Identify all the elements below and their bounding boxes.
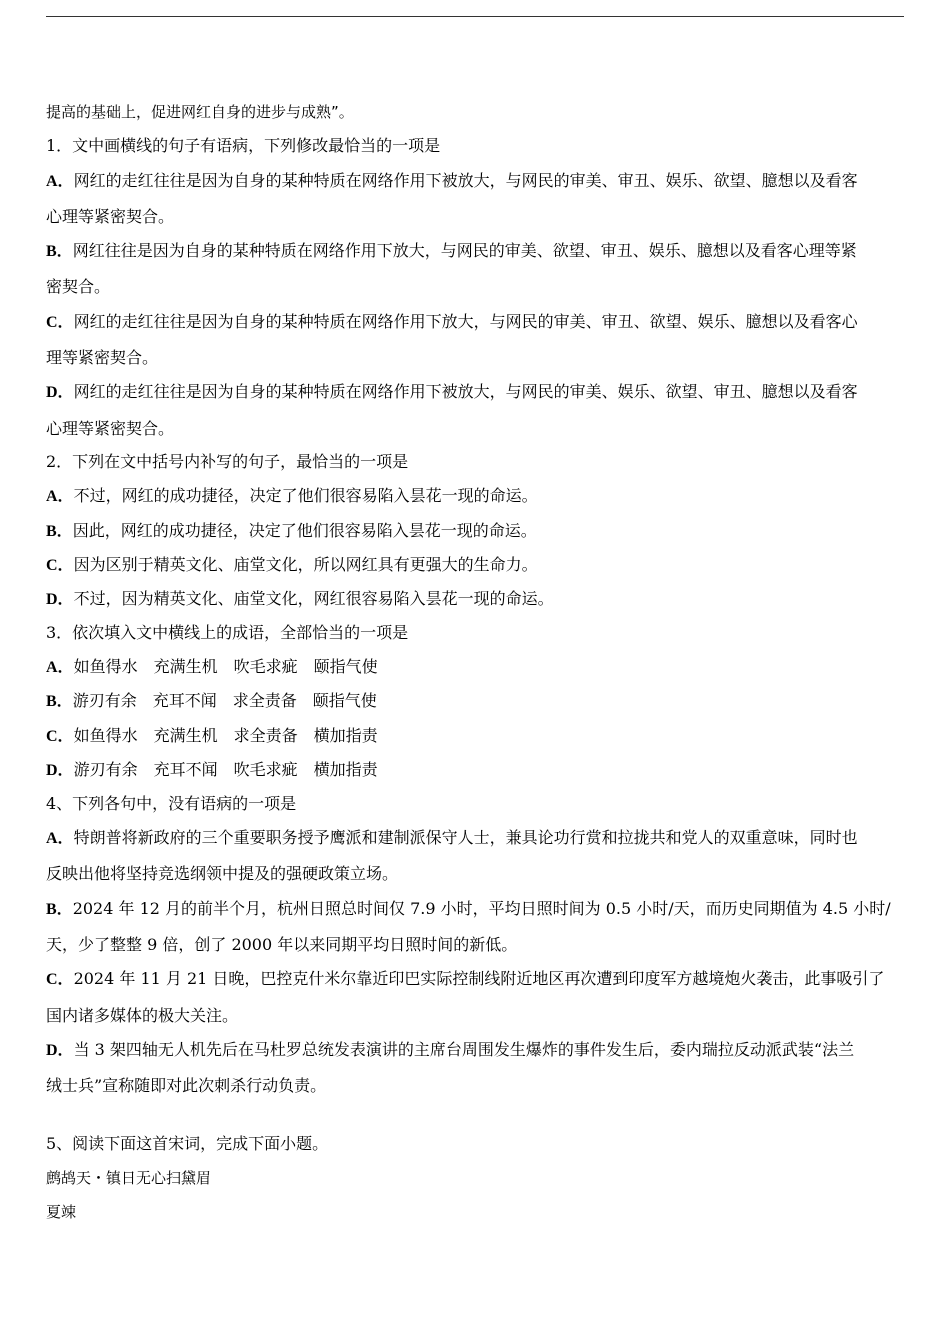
idiom: 求全责备: [233, 726, 298, 745]
q1-option-a: [46, 171, 906, 192]
option-text: 因为区别于精英文化、庙堂文化，所以网红具有更强大的生命力。: [73, 555, 538, 574]
q1-option-b: [46, 241, 906, 262]
idiom: 吹毛求疵: [233, 760, 298, 779]
option-text: 当 3 架四轴无人机先后在马杜罗总统发表演讲的主席台周围发生爆炸的事件发生后，委内瑞拉反动派武装“法兰: [73, 1040, 855, 1059]
question-3-stem: 3．依次填入文中横线上的成语，全部恰当的一项是: [46, 623, 409, 642]
option-label: A．: [46, 173, 74, 190]
idiom: 颐指气使: [312, 691, 377, 710]
option-label: D．: [46, 1042, 74, 1059]
q2-option-b: [46, 521, 906, 542]
idiom: 充满生机: [153, 726, 218, 745]
option-text: 网红往往是因为自身的某种特质在网络作用下放大，与网民的审美、欲望、审丑、娱乐、臆想以及看客心理等紧: [72, 241, 857, 260]
poem-author: 夏竦: [46, 1203, 77, 1221]
option-text: 2024 年 11 月 21 日晚，巴控克什米尔靠近印巴实际控制线附近地区再次遭到印度军方越境炮火袭击，此事吸引了: [73, 969, 885, 988]
q1-option-c-cont: 理等紧密契合。: [46, 348, 159, 367]
option-text: 2024 年 12 月的前半个月，杭州日照总时间仅 7.9 小时，平均日照时间为 0.5 小时/天，而历史同期值为 4.5 小时/: [72, 899, 891, 918]
header-rule: [46, 16, 904, 17]
option-label: D．: [46, 591, 74, 608]
q4-option-a: [46, 828, 906, 849]
q4-option-b: [46, 899, 906, 920]
question-1-stem: 1．文中画横线的句子有语病，下列修改最恰当的一项是: [46, 136, 441, 155]
q1-option-d-cont: 心理等紧密契合。: [46, 419, 175, 438]
option-label: C．: [46, 557, 74, 574]
idiom: 如鱼得水: [73, 726, 138, 745]
question-2-stem: 2．下列在文中括号内补写的句子，最恰当的一项是: [46, 452, 409, 471]
option-label: D．: [46, 384, 74, 401]
q2-option-c: [46, 555, 906, 576]
option-label: B．: [46, 901, 73, 918]
q3-option-a: [46, 657, 906, 678]
option-label: C．: [46, 314, 74, 331]
option-text: 网红的走红往往是因为自身的某种特质在网络作用下被放大，与网民的审美、娱乐、欲望、审丑、臆想以及看客: [73, 382, 858, 401]
idiom: 游刃有余: [73, 760, 138, 779]
q4-option-c-cont: 国内诸多媒体的极大关注。: [46, 1006, 239, 1025]
q4-option-d-cont: 绒士兵”宣称随即对此次刺杀行动负责。: [46, 1076, 327, 1095]
idiom: 如鱼得水: [73, 657, 138, 676]
option-text: 不过，网红的成功捷径，决定了他们很容易陷入昙花一现的命运。: [73, 486, 538, 505]
q4-option-a-cont: 反映出他将坚持竞选纲领中提及的强硬政策立场。: [46, 864, 399, 883]
question-5-stem: 5、阅读下面这首宋词，完成下面小题。: [46, 1134, 329, 1153]
q2-option-a: [46, 486, 906, 507]
option-label: A．: [46, 488, 74, 505]
option-label: B．: [46, 693, 73, 710]
option-label: C．: [46, 728, 74, 745]
option-text: 不过，因为精英文化、庙堂文化，网红很容易陷入昙花一现的命运。: [73, 589, 554, 608]
q3-option-c: [46, 726, 906, 747]
intro-line: 提高的基础上，促进网红自身的进步与成熟”。: [46, 103, 354, 121]
q4-option-b-cont: 天，少了整整 9 倍，创了 2000 年以来同期平均日照时间的新低。: [46, 935, 518, 954]
q1-option-b-cont: 密契合。: [46, 277, 111, 296]
idiom: 游刃有余: [72, 691, 137, 710]
option-text: 特朗普将新政府的三个重要职务授予鹰派和建制派保守人士，兼具论功行赏和拉拢共和党人的双重意味，同时也: [73, 828, 858, 847]
q3-option-d: [46, 760, 906, 781]
idiom: 横加指责: [313, 726, 378, 745]
option-label: B．: [46, 243, 73, 260]
q2-option-d: [46, 589, 906, 610]
option-label: B．: [46, 523, 73, 540]
idiom: 求全责备: [232, 691, 297, 710]
idiom: 横加指责: [313, 760, 378, 779]
q1-option-a-cont: 心理等紧密契合。: [46, 207, 175, 226]
q4-option-c: [46, 969, 906, 990]
question-4-stem: 4、下列各句中，没有语病的一项是: [46, 794, 297, 813]
q4-option-d: [46, 1040, 906, 1061]
option-text: 网红的走红往往是因为自身的某种特质在网络作用下被放大，与网民的审美、审丑、娱乐、欲望、臆想以及看客: [73, 171, 858, 190]
idiom: 充满生机: [153, 657, 218, 676]
q3-option-b: [46, 691, 906, 712]
idiom: 充耳不闻: [152, 691, 217, 710]
option-label: C．: [46, 971, 74, 988]
option-text: 网红的走红往往是因为自身的某种特质在网络作用下放大，与网民的审美、审丑、欲望、娱乐、臆想以及看客心: [73, 312, 858, 331]
option-label: A．: [46, 659, 74, 676]
idiom: 充耳不闻: [153, 760, 218, 779]
idiom: 吹毛求疵: [233, 657, 298, 676]
option-label: D．: [46, 762, 74, 779]
poem-title: 鹧鸪天・镇日无心扫黛眉: [46, 1169, 212, 1187]
idiom: 颐指气使: [313, 657, 378, 676]
q1-option-d: [46, 382, 906, 403]
q1-option-c: [46, 312, 906, 333]
option-text: 因此，网红的成功捷径，决定了他们很容易陷入昙花一现的命运。: [72, 521, 537, 540]
option-label: A．: [46, 830, 74, 847]
